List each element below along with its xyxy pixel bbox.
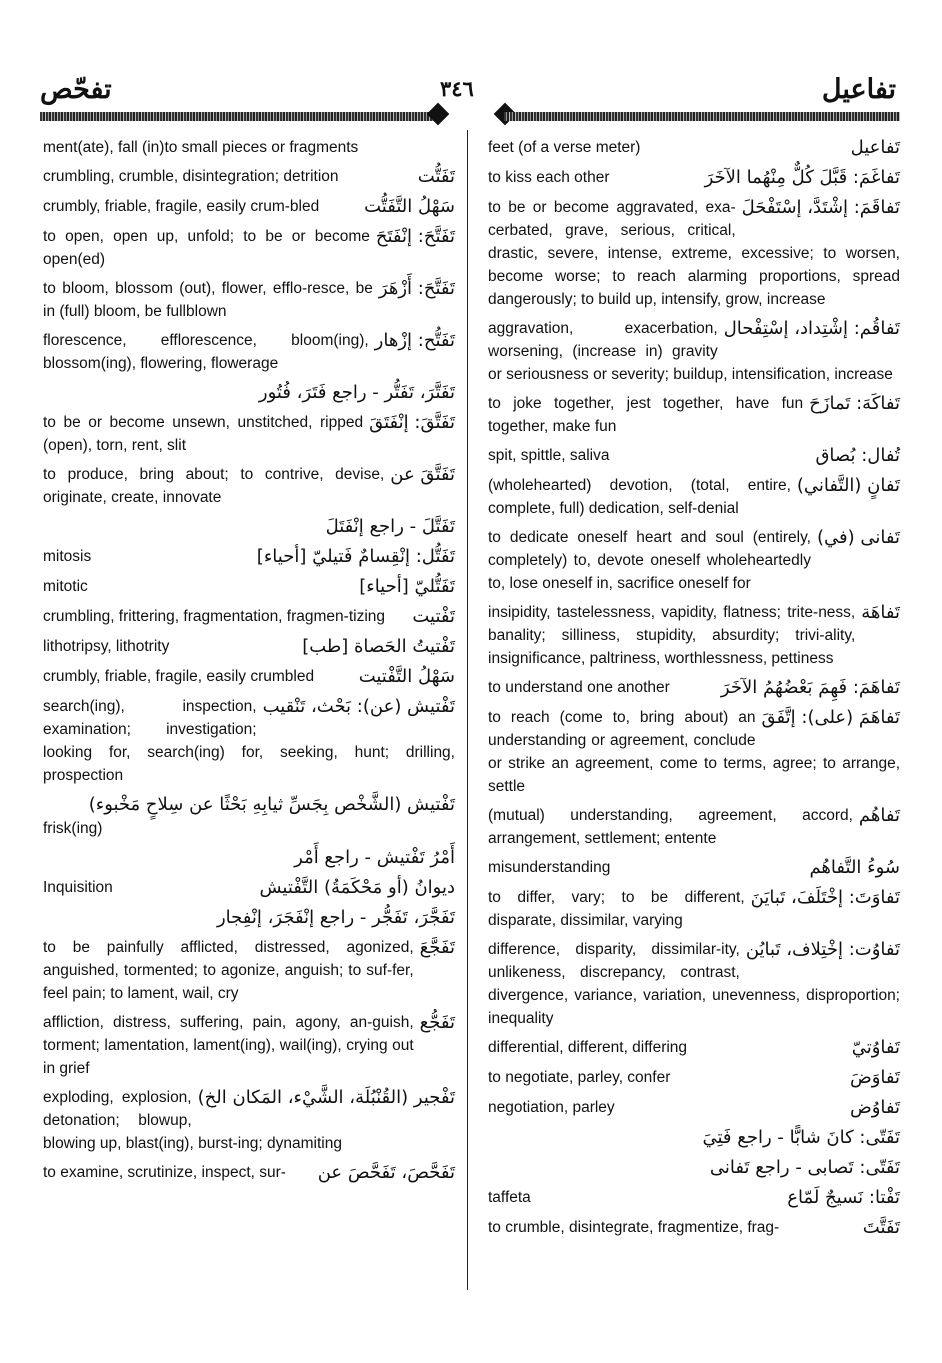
english-definition: to understand one another	[488, 679, 670, 696]
dictionary-entry	[488, 166, 900, 190]
arabic-headword: تَفاهَة	[861, 602, 900, 623]
arabic-headword: تَفاغَمَ: قَبَّلَ كُلٌّ مِنْهُما الآخَرَ	[704, 167, 900, 188]
header-rule-left	[40, 112, 436, 121]
arabic-headword: تَفَحَّصَ، تَفَحَّصَ عن	[317, 1162, 455, 1183]
dictionary-entry	[43, 545, 455, 569]
dictionary-entry	[488, 1156, 900, 1180]
english-definition: lithotripsy, lithotrity	[43, 638, 170, 655]
arabic-headword: تَفْتيش (الشَّخْص بِجَسِّ ثيابِهِ بَحْثًا عن سِلاحٍ مَخْبوء)	[88, 794, 455, 815]
arabic-headword: تَفَتَّرَ، تَفَتُّر - راجع فَتَرَ، فُتُور	[258, 382, 455, 403]
dictionary-entry	[43, 605, 455, 629]
left-column	[43, 136, 455, 1191]
dictionary-entry	[43, 1161, 455, 1185]
dictionary-entry	[43, 136, 455, 159]
arabic-headword: تَفاوَتَ: إخْتَلَفَ، تَبايَنَ	[750, 887, 900, 908]
english-definition: affliction, distress, suffering, pain, agony, an-guish, torment; lamentation, lament(ing), wail(ing), crying out in grief	[43, 1014, 414, 1077]
dictionary-entry	[43, 515, 455, 539]
dictionary-entry	[488, 856, 900, 880]
english-definition: to bloom, blossom (out), flower, efflo-resce, be in (full) bloom, be fullblown	[43, 280, 373, 320]
english-definition: feet (of a verse meter)	[488, 139, 641, 156]
english-definition: crumbling, crumble, disintegration; detrition	[43, 168, 339, 185]
arabic-headword: تَفَتُّليّ [أحياء]	[359, 576, 455, 597]
arabic-headword: تَفَتَّحَ: أَزْهَرَ	[378, 278, 455, 299]
arabic-headword: تَفاهُم	[858, 805, 900, 826]
arabic-headword: تَفَتَّحَ: إنْفَتَحَ	[375, 226, 455, 247]
dictionary-entry	[43, 936, 455, 1005]
dictionary-entry	[488, 196, 900, 311]
english-definition: frisk(ing)	[43, 820, 103, 837]
dictionary-entry	[43, 575, 455, 599]
arabic-headword: تَفاعيل	[850, 137, 900, 158]
dictionary-entry	[43, 195, 455, 219]
arabic-headword: تَفَتَّقَ: إنْفَتَقَ	[369, 412, 455, 433]
arabic-headword: تَفَتُّل: إنْقِسامٌ فَتيليّ [أحياء]	[256, 546, 455, 567]
dictionary-entry	[43, 381, 455, 405]
dictionary-entry	[43, 1086, 455, 1155]
dictionary-entry	[488, 886, 900, 932]
english-definition: to open, open up, unfold; to be or become open(ed)	[43, 228, 370, 268]
arabic-headword: تَفاهَمَ (على): إتَّفَقَ	[761, 707, 900, 728]
page-number: ٣٤٦	[440, 76, 474, 101]
dictionary-entry	[43, 277, 455, 323]
english-definition: (mutual) understanding, agreement, accord, arrangement, settlement; entente	[488, 807, 853, 847]
header-right-word: تفاعيل	[821, 74, 896, 105]
dictionary-entry	[43, 906, 455, 930]
arabic-headword: تَفَجُّع	[419, 1012, 455, 1033]
dictionary-entry	[488, 804, 900, 850]
english-definition: to kiss each other	[488, 169, 610, 186]
arabic-headword: تَفاوَضَ	[849, 1067, 900, 1088]
english-definition: to be painfully afflicted, distressed, agonized, anguished, tormented; to agonize, anguish; to suf-fer, feel pain; to lament, wail, cry	[43, 939, 414, 1002]
arabic-headword: تَفْتيش (عن): بَحْث، تَنْقيب	[262, 696, 455, 717]
arabic-headword: سُوءُ التَّفاهُم	[809, 857, 900, 878]
dictionary-entry	[43, 695, 455, 787]
arabic-headword: تَفاقُم: إشْتِداد، إسْتِفْحال	[723, 318, 900, 339]
arabic-headword: تَفاكَهَ: تَمازَحَ	[809, 393, 900, 414]
dictionary-entry	[43, 329, 455, 375]
dictionary-entry	[488, 1036, 900, 1060]
dictionary-entry	[488, 1066, 900, 1090]
english-definition: to be or become aggravated, exa-cerbated, grave, serious, critical, drastic, severe, intense, extreme, excessive; to worsen, become worse; to reach alarming proportions, spread dangerously; to build up, intensify, grow, increase	[488, 199, 900, 308]
header-left-word: تفحّص	[40, 74, 112, 105]
arabic-headword: تُفال: بُصاق	[815, 445, 900, 466]
arabic-headword: تَفَتَّلَ - راجع إنْفَتَلَ	[325, 516, 455, 537]
dictionary-entry	[488, 392, 900, 438]
english-definition: misunderstanding	[488, 859, 611, 876]
english-definition: ment(ate), fall (in)to small pieces or fragments	[43, 139, 359, 156]
english-definition: to differ, vary; to be different, disparate, dissimilar, varying	[488, 889, 745, 929]
english-definition: Inquisition	[43, 879, 113, 896]
dictionary-entry	[488, 1126, 900, 1150]
arabic-headword: تَفاقَمَ: إشْتَدَّ، إسْتَفْحَلَ	[741, 197, 900, 218]
arabic-headword: ديوانُ (أو مَحْكَمَةُ) التَّفْتيش	[259, 877, 455, 898]
english-definition: exploding, explosion, detonation; blowup, blowing up, blast(ing), burst-ing; dynamiting	[43, 1089, 342, 1152]
english-definition: insipidity, tastelessness, vapidity, flatness; trite-ness, banality; silliness, stupidity, absurdity; trivi-ality, insignificance, paltriness, worthlessness, pettiness	[488, 604, 856, 667]
arabic-headword: تَفاوُتيّ	[851, 1037, 900, 1058]
arabic-headword: تَفَجَّرَ، تَفَجُّر - راجع إنْفَجَرَ، إنْفِجار	[216, 907, 455, 928]
arabic-headword: تَفَتَّتَ	[862, 1217, 900, 1238]
dictionary-entry	[43, 463, 455, 509]
dictionary-entry	[43, 876, 455, 900]
arabic-headword: تَفَجَّعَ	[419, 937, 455, 958]
dictionary-entry	[43, 1011, 455, 1080]
english-definition: differential, different, differing	[488, 1039, 688, 1056]
english-definition: to reach (come to, bring about) an understanding or agreement, conclude or strike an agreement, come to terms, agree; to arrange, settle	[488, 709, 900, 795]
english-definition: taffeta	[488, 1189, 531, 1206]
english-definition: spit, spittle, saliva	[488, 447, 610, 464]
english-definition: to be or become unsewn, unstitched, ripped (open), torn, rent, slit	[43, 414, 364, 454]
arabic-headword: تَفْتا: نَسيجٌ لَمّاع	[787, 1187, 900, 1208]
dictionary-entry	[43, 225, 455, 271]
header-rule-right	[504, 112, 900, 121]
arabic-headword: تَفاوُت: إخْتِلاف، تَبايُن	[745, 939, 900, 960]
arabic-headword: تَفانى (في)	[817, 527, 900, 548]
english-definition: mitosis	[43, 548, 92, 565]
dictionary-entry	[43, 846, 455, 870]
arabic-headword: تَفَتّى: تَصابى - راجع تَفانى	[709, 1157, 900, 1178]
english-definition: to produce, bring about; to contrive, devise, originate, create, innovate	[43, 466, 385, 506]
arabic-headword: سَهْلُ التَّفَتُّت	[364, 196, 455, 217]
english-definition: to examine, scrutinize, inspect, sur-	[43, 1164, 286, 1181]
dictionary-entry	[488, 474, 900, 520]
right-column	[488, 136, 900, 1246]
arabic-headword: تَفَتّى: كانَ شابًّا - راجع فَتِيَ	[702, 1127, 900, 1148]
english-definition: to dedicate oneself heart and soul (entirely, completely) to, devote oneself wholeheartedly to, lose oneself in, sacrifice oneself for	[488, 529, 811, 592]
arabic-headword: تَفاهَمَ: فَهِمَ بَعْضُهُمُ الآخَرَ	[720, 677, 900, 698]
arabic-headword: تَفَتَّقَ عن	[390, 464, 455, 485]
arabic-headword: تَفانٍ (التَّفاني)	[796, 475, 900, 496]
english-definition: mitotic	[43, 578, 88, 595]
arabic-headword: تَفَتُّت	[417, 166, 455, 187]
column-divider	[467, 130, 468, 1290]
dictionary-entry	[488, 1186, 900, 1210]
english-definition: aggravation, exacerbation, worsening, (increase in) gravity or seriousness or severity; buildup, intensification, increase	[488, 320, 893, 383]
arabic-headword: تَفْجير (القُنْبُلَة، الشَّيْء، المَكان الخ)	[197, 1087, 455, 1108]
english-definition: (wholehearted) devotion, (total, entire, complete, full) dedication, self-denial	[488, 477, 791, 517]
english-definition: to crumble, disintegrate, fragmentize, frag-	[488, 1219, 780, 1236]
dictionary-entry	[488, 676, 900, 700]
english-definition: florescence, efflorescence, bloom(ing), blossom(ing), flowering, flowerage	[43, 332, 369, 372]
dictionary-entry	[488, 136, 900, 160]
dictionary-entry	[43, 635, 455, 659]
arabic-headword: تَفْتيتُ الحَصاة [طب]	[302, 636, 455, 657]
dictionary-entry	[43, 665, 455, 689]
dictionary-entry	[488, 1216, 900, 1240]
dictionary-entry	[488, 444, 900, 468]
arabic-headword: تَفَتُّح: إزْهار	[374, 330, 455, 351]
english-definition: to negotiate, parley, confer	[488, 1069, 671, 1086]
arabic-headword: سَهْلُ التَّفْتيت	[358, 666, 455, 687]
arabic-headword: تَفاوُض	[849, 1097, 900, 1118]
dictionary-entry	[488, 317, 900, 386]
dictionary-entry	[488, 601, 900, 670]
english-definition: crumbly, friable, fragile, easily crumbled	[43, 668, 315, 685]
dictionary-entry	[43, 165, 455, 189]
arabic-headword: تَفْتيت	[412, 606, 455, 627]
dictionary-entry	[488, 938, 900, 1030]
dictionary-entry	[488, 706, 900, 798]
arabic-headword: أَمْرُ تَفْتيش - راجع أَمْر	[294, 847, 455, 868]
rule-diamond-left-icon	[427, 103, 450, 126]
english-definition: negotiation, parley	[488, 1099, 615, 1116]
english-definition: search(ing), inspection, examination; investigation; looking for, search(ing) for, seeking, hunt; drilling, prospection	[43, 698, 455, 784]
english-definition: to joke together, jest together, have fun together, make fun	[488, 395, 804, 435]
dictionary-entry	[43, 793, 455, 840]
english-definition: crumbling, frittering, fragmentation, fragmen-tizing	[43, 608, 386, 625]
english-definition: difference, disparity, dissimilar-ity, unlikeness, discrepancy, contrast, divergence, variance, variation, unevenness, disproportion; inequality	[488, 941, 900, 1027]
dictionary-entry	[488, 526, 900, 595]
dictionary-entry	[43, 411, 455, 457]
english-definition: crumbly, friable, fragile, easily crum-bled	[43, 198, 320, 215]
dictionary-entry	[488, 1096, 900, 1120]
